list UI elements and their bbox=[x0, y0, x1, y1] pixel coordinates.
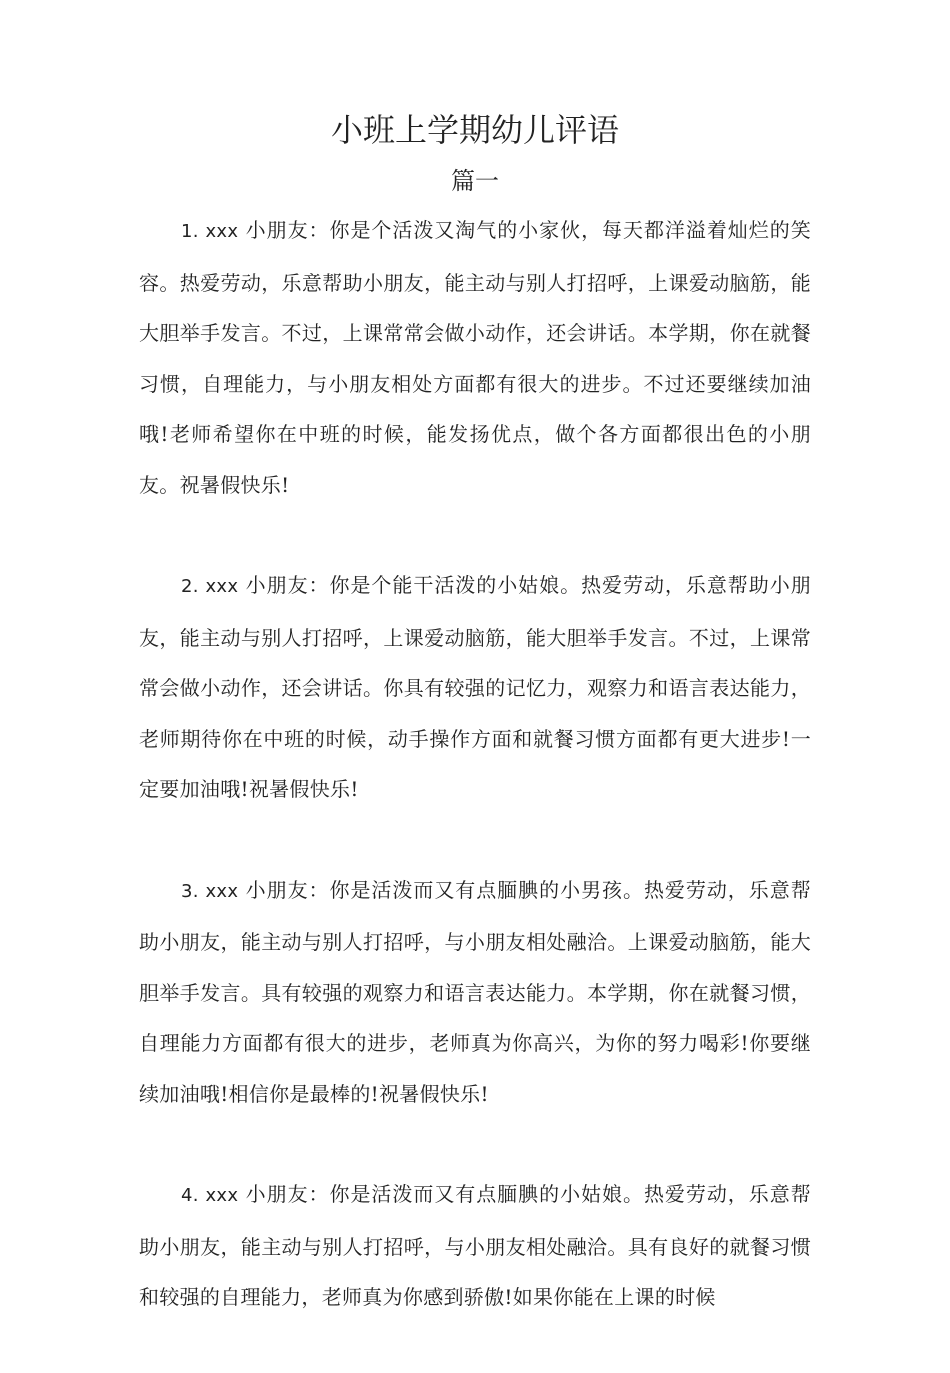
evaluation-paragraph-3 bbox=[139, 865, 811, 1120]
paragraph-number: 4. xxx bbox=[181, 1185, 239, 1206]
paragraph-number: 1. xxx bbox=[181, 221, 239, 242]
evaluation-paragraph-1 bbox=[139, 205, 811, 510]
section-heading: 篇一 bbox=[451, 167, 499, 195]
paragraph-number: 2. xxx bbox=[181, 576, 239, 597]
page-title: 小班上学期幼儿评语 bbox=[330, 111, 619, 149]
paragraph-text: 小朋友：你是活泼而又有点腼腆的小男孩。热爱劳动，乐意帮助小朋友，能主动与别人打招呼，与小朋友相处融洽。上课爱动脑筋，能大胆举手发言。具有较强的观察力和语言表达能力。本学期，你在就餐习惯，自理能力方面都有很大的进步，老师真为你高兴，为你的努力喝彩!你要继续加油哦!相信你是最棒的!祝暑假快乐! bbox=[139, 877, 811, 1106]
paragraph-text: 小朋友：你是个活泼又淘气的小家伙，每天都洋溢着灿烂的笑容。热爱劳动，乐意帮助小朋友，能主动与别人打招呼，上课爱动脑筋，能大胆举手发言。不过，上课常常会做小动作，还会讲话。本学期，你在就餐习惯，自理能力，与小朋友相处方面都有很大的进步。不过还要继续加油哦!老师希望你在中班的时候，能发扬优点，做个各方面都很出色的小朋友。祝暑假快乐! bbox=[139, 218, 811, 497]
paragraph-text: 小朋友：你是活泼而又有点腼腆的小姑娘。热爱劳动，乐意帮助小朋友，能主动与别人打招呼，与小朋友相处融洽。具有良好的就餐习惯和较强的自理能力，老师真为你感到骄傲!如果你能在上课的时候 bbox=[139, 1182, 811, 1309]
evaluation-paragraph-4 bbox=[139, 1169, 811, 1323]
paragraph-number: 3. xxx bbox=[181, 880, 239, 902]
evaluation-paragraph-2 bbox=[139, 560, 811, 815]
paragraph-text: 小朋友：你是个能干活泼的小姑娘。热爱劳动，乐意帮助小朋友，能主动与别人打招呼，上课爱动脑筋，能大胆举手发言。不过，上课常常会做小动作，还会讲话。你具有较强的记忆力，观察力和语言表达能力，老师期待你在中班的时候，动手操作方面和就餐习惯方面都有更大进步!一定要加油哦!祝暑假快乐! bbox=[139, 573, 811, 801]
document-body bbox=[139, 205, 811, 1373]
